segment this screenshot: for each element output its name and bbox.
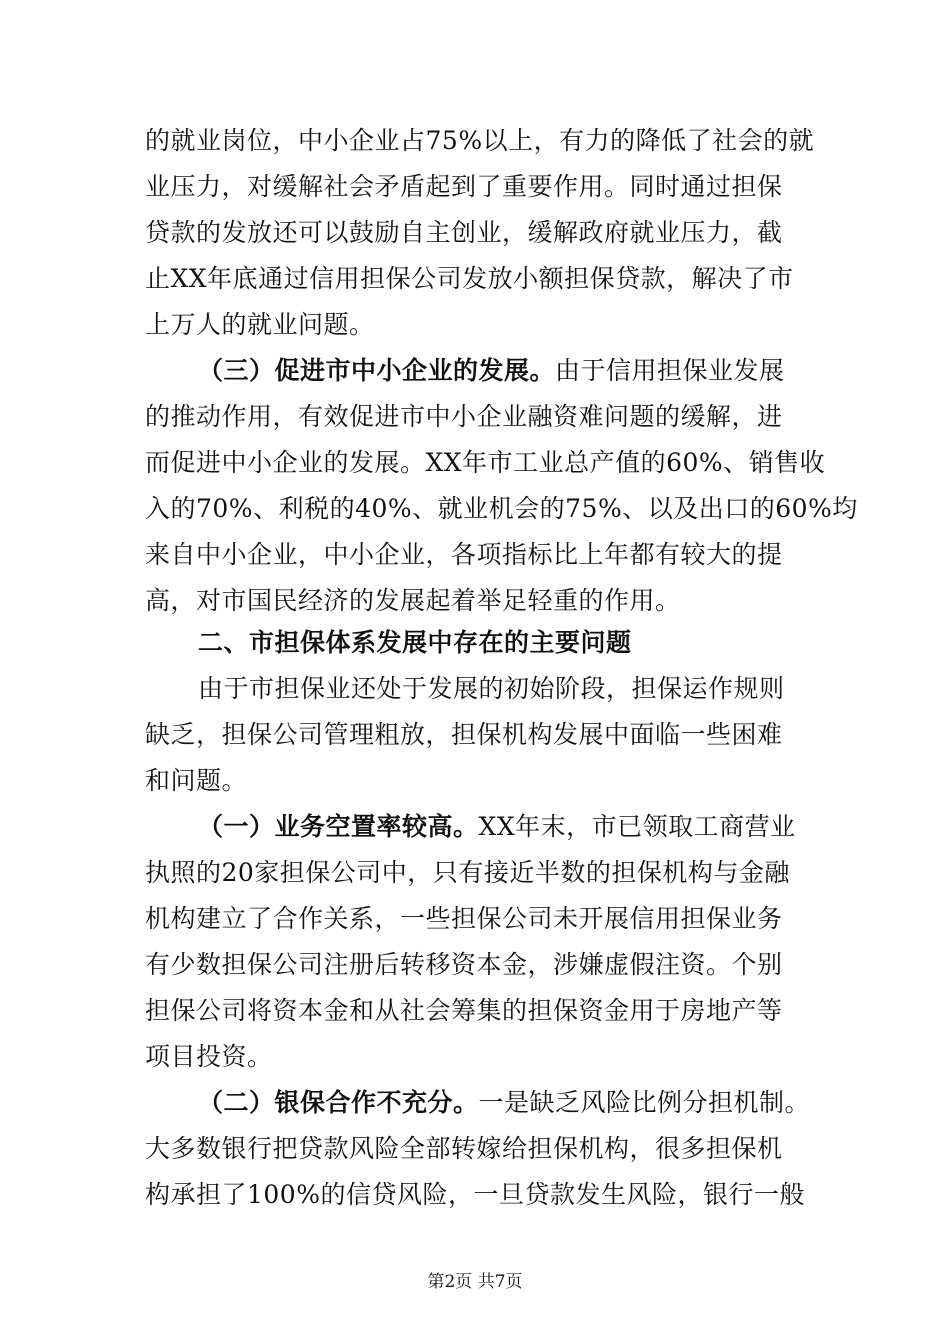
paragraph-line: 和问题。	[145, 766, 248, 795]
paragraph-line: 由于市担保业还处于发展的初始阶段，担保运作规则	[198, 674, 785, 703]
paragraph-text: XX年末，市已领取工商营业	[478, 812, 796, 841]
subsection-heading: （三）促进市中小企业的发展。	[198, 356, 556, 385]
paragraph-line: 贷款的发放还可以鼓励自主创业，缓解政府就业压力，截	[145, 218, 783, 247]
paragraph-line: 有少数担保公司注册后转移资本金，涉嫌虚假注资。个别	[145, 950, 783, 979]
section-title: 二、市担保体系发展中存在的主要问题	[198, 628, 632, 657]
paragraph-text: 一是缺乏风险比例分担机制。	[478, 1088, 811, 1117]
paragraph-line: 构承担了100%的信贷风险，一旦贷款发生风险，银行一般	[145, 1180, 805, 1209]
paragraph-line: 入的70%、利税的40%、就业机会的75%、以及出口的60%均	[145, 494, 858, 523]
paragraph-line: 止XX年底通过信用担保公司发放小额担保贷款，解决了市	[145, 264, 794, 293]
paragraph-line: 大多数银行把贷款风险全部转嫁给担保机构，很多担保机	[145, 1134, 783, 1163]
paragraph-line: 项目投资。	[145, 1042, 273, 1071]
paragraph-line: 缺乏，担保公司管理粗放，担保机构发展中面临一些困难	[145, 720, 783, 749]
paragraph-line: 高，对市国民经济的发展起着举足轻重的作用。	[145, 586, 681, 615]
page-number-footer: 第2页 共7页	[427, 1272, 523, 1292]
paragraph-first-line	[198, 1088, 810, 1118]
paragraph-line: 机构建立了合作关系，一些担保公司未开展信用担保业务	[145, 904, 783, 933]
paragraph-first-line	[198, 356, 785, 386]
paragraph-line: 上万人的就业问题。	[145, 310, 375, 339]
subsection-heading: （一）业务空置率较高。	[198, 812, 479, 841]
paragraph-text: 由于信用担保业发展	[555, 356, 785, 385]
paragraph-line: 而促进中小企业的发展。XX年市工业总产值的60%、销售收	[145, 448, 826, 477]
paragraph-line: 业压力，对缓解社会矛盾起到了重要作用。同时通过担保	[145, 172, 783, 201]
paragraph-line: 执照的20家担保公司中，只有接近半数的担保机构与金融	[145, 858, 790, 887]
paragraph-line: 的推动作用，有效促进市中小企业融资难问题的缓解，进	[145, 402, 783, 431]
paragraph-line: 的就业岗位，中小企业占75%以上，有力的降低了社会的就	[145, 126, 815, 155]
subsection-heading: （二）银保合作不充分。	[198, 1088, 479, 1117]
paragraph-first-line	[198, 812, 796, 842]
paragraph-line: 来自中小企业，中小企业，各项指标比上年都有较大的提	[145, 540, 783, 569]
paragraph-line: 担保公司将资本金和从社会筹集的担保资金用于房地产等	[145, 996, 783, 1025]
